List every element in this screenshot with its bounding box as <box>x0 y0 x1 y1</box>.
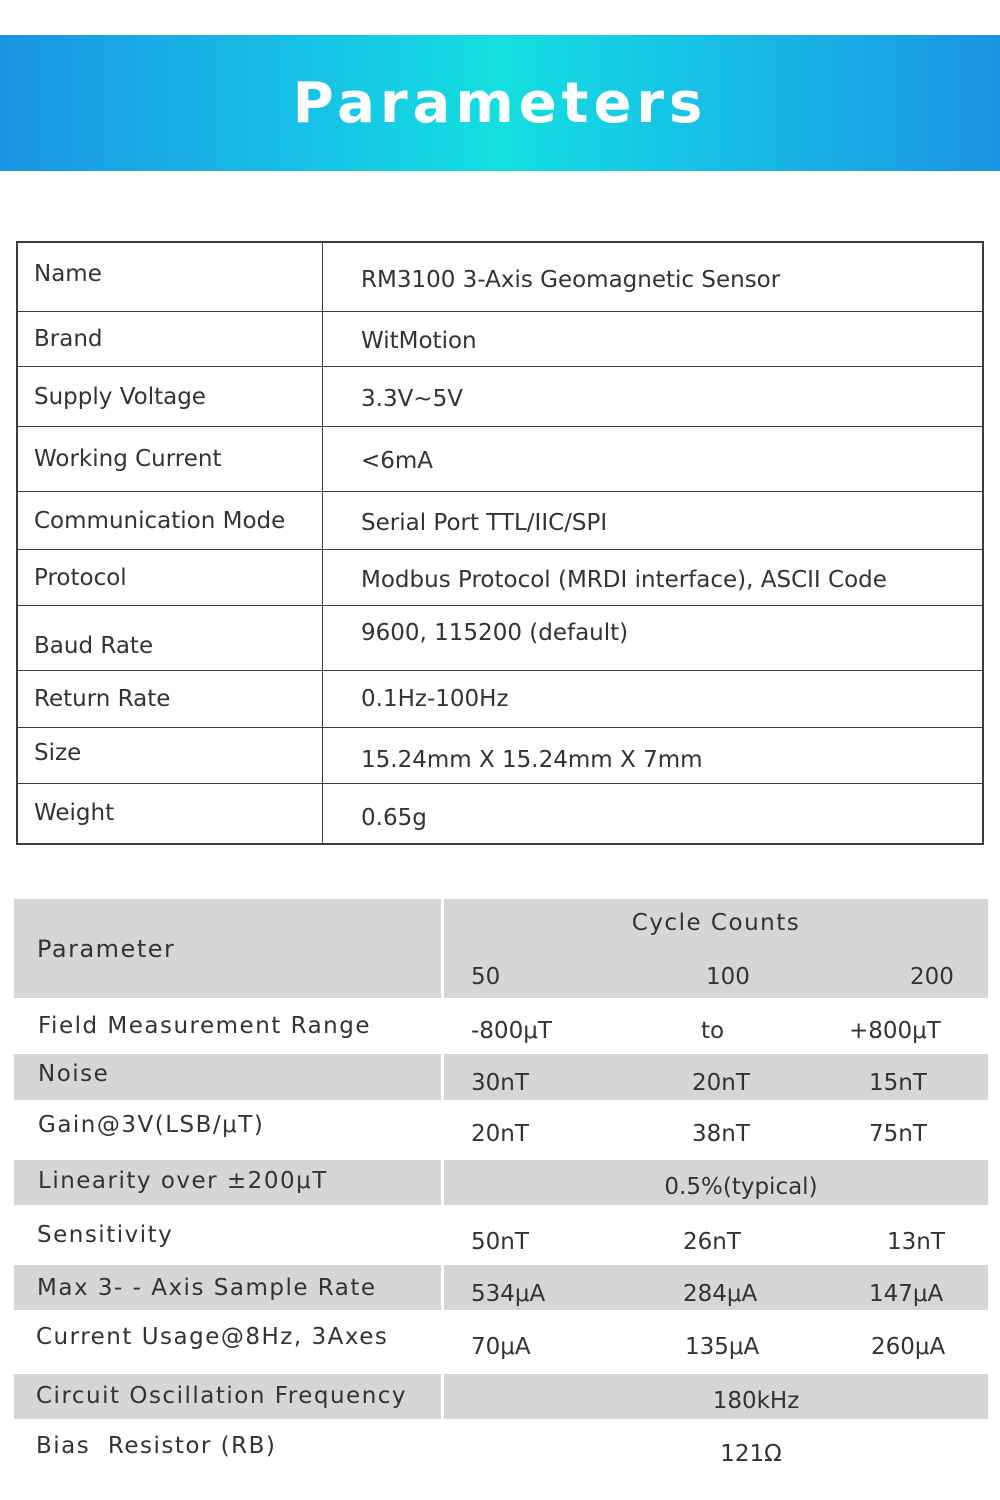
param-values <box>444 998 988 1054</box>
param-value: 15nT <box>869 1070 927 1096</box>
param-value: 135μA <box>685 1334 760 1360</box>
param-row-oscillation-frequency <box>14 1374 988 1419</box>
spec-table <box>16 241 984 845</box>
param-value-merged: 180kHz <box>712 1388 800 1414</box>
param-value: 50nT <box>471 1229 529 1255</box>
param-value: 20nT <box>471 1121 529 1147</box>
spec-row-protocol <box>18 549 982 605</box>
param-row-noise <box>14 1054 988 1100</box>
spec-row-name <box>18 243 982 312</box>
param-label: Current Usage@8Hz, 3Axes <box>36 1324 389 1350</box>
param-value-merged: 121Ω <box>720 1441 782 1467</box>
spec-value: 0.65g <box>361 804 427 831</box>
param-value: 30nT <box>471 1070 529 1096</box>
spec-label: Brand <box>18 312 323 366</box>
spec-label: Baud Rate <box>18 606 323 670</box>
spec-value: WitMotion <box>361 328 477 354</box>
page-title: Parameters <box>292 70 708 136</box>
parameter-table-header <box>14 899 988 998</box>
spec-value: 15.24mm X 15.24mm X 7mm <box>361 746 703 773</box>
param-row-field-range <box>14 998 988 1054</box>
param-value: 75nT <box>869 1121 927 1147</box>
parameter-header-label: Parameter <box>14 899 441 998</box>
spec-value: 9600, 115200 (default) <box>361 620 629 646</box>
param-value: 26nT <box>683 1229 741 1255</box>
spec-label: Weight <box>18 784 323 843</box>
param-value: 13nT <box>887 1229 945 1255</box>
spec-row-supply-voltage <box>18 366 982 426</box>
cycle-count-100: 100 <box>706 964 750 990</box>
param-value: 534μA <box>471 1281 546 1307</box>
spec-value: Serial Port TTL/IIC/SPI <box>361 509 608 536</box>
spec-row-size <box>18 727 982 783</box>
spec-label: Return Rate <box>18 671 323 727</box>
param-row-current-usage <box>14 1310 988 1374</box>
spec-value: <6mA <box>361 448 434 474</box>
parameter-table <box>14 899 988 1479</box>
spec-label: Size <box>18 728 323 783</box>
param-value: 38nT <box>692 1121 750 1147</box>
param-values <box>444 1054 988 1100</box>
param-values <box>444 1100 988 1160</box>
param-value: +800μT <box>849 1018 941 1044</box>
spec-row-brand <box>18 312 982 366</box>
param-values <box>444 1205 988 1265</box>
cycle-count-50: 50 <box>471 964 501 990</box>
param-values <box>444 1374 988 1419</box>
param-values <box>444 1265 988 1310</box>
spec-row-return-rate <box>18 670 982 727</box>
param-row-gain <box>14 1100 988 1160</box>
spec-label: Supply Voltage <box>18 367 323 426</box>
spec-label: Working Current <box>18 427 323 491</box>
spec-label: Protocol <box>18 550 323 605</box>
param-label: Noise <box>14 1054 441 1100</box>
param-label: Bias Resistor (RB) <box>36 1433 277 1459</box>
cycle-counts-header <box>444 899 988 998</box>
spec-label: Communication Mode <box>18 492 323 549</box>
param-label: Linearity over ±200μT <box>14 1160 441 1205</box>
spec-row-weight <box>18 783 982 843</box>
param-value: 147μA <box>869 1281 944 1307</box>
param-label: Max 3- - Axis Sample Rate <box>14 1265 441 1310</box>
spec-label: Name <box>18 243 323 311</box>
param-label: Gain@3V(LSB/μT) <box>38 1112 265 1138</box>
param-values <box>444 1310 988 1374</box>
spec-row-communication-mode <box>18 491 982 549</box>
param-values <box>444 1160 988 1205</box>
param-value: to <box>701 1018 725 1044</box>
spec-value: 3.3V~5V <box>361 385 463 412</box>
param-label: Sensitivity <box>37 1222 174 1248</box>
param-value: 284μA <box>683 1281 758 1307</box>
param-row-bias-resistor <box>14 1419 988 1479</box>
spec-value: 0.1Hz-100Hz <box>361 686 509 712</box>
spec-row-working-current <box>18 426 982 491</box>
param-value: -800μT <box>471 1018 552 1044</box>
param-value: 70μA <box>471 1334 531 1360</box>
param-value-merged: 0.5%(typical) <box>664 1174 818 1200</box>
param-value: 20nT <box>692 1070 750 1096</box>
param-value: 260μA <box>871 1334 946 1360</box>
param-label: Circuit Oscillation Frequency <box>14 1374 441 1419</box>
cycle-counts-title: Cycle Counts <box>631 910 801 936</box>
cycle-count-200: 200 <box>910 964 954 990</box>
param-label: Field Measurement Range <box>38 1013 372 1039</box>
param-row-sensitivity <box>14 1205 988 1265</box>
param-row-max-sample-rate <box>14 1265 988 1310</box>
param-row-linearity <box>14 1160 988 1205</box>
param-values <box>444 1419 988 1479</box>
spec-value: RM3100 3-Axis Geomagnetic Sensor <box>361 267 781 293</box>
spec-row-baud-rate <box>18 605 982 670</box>
header-banner <box>0 35 1000 171</box>
spec-value: Modbus Protocol (MRDI interface), ASCII Code <box>361 566 887 593</box>
